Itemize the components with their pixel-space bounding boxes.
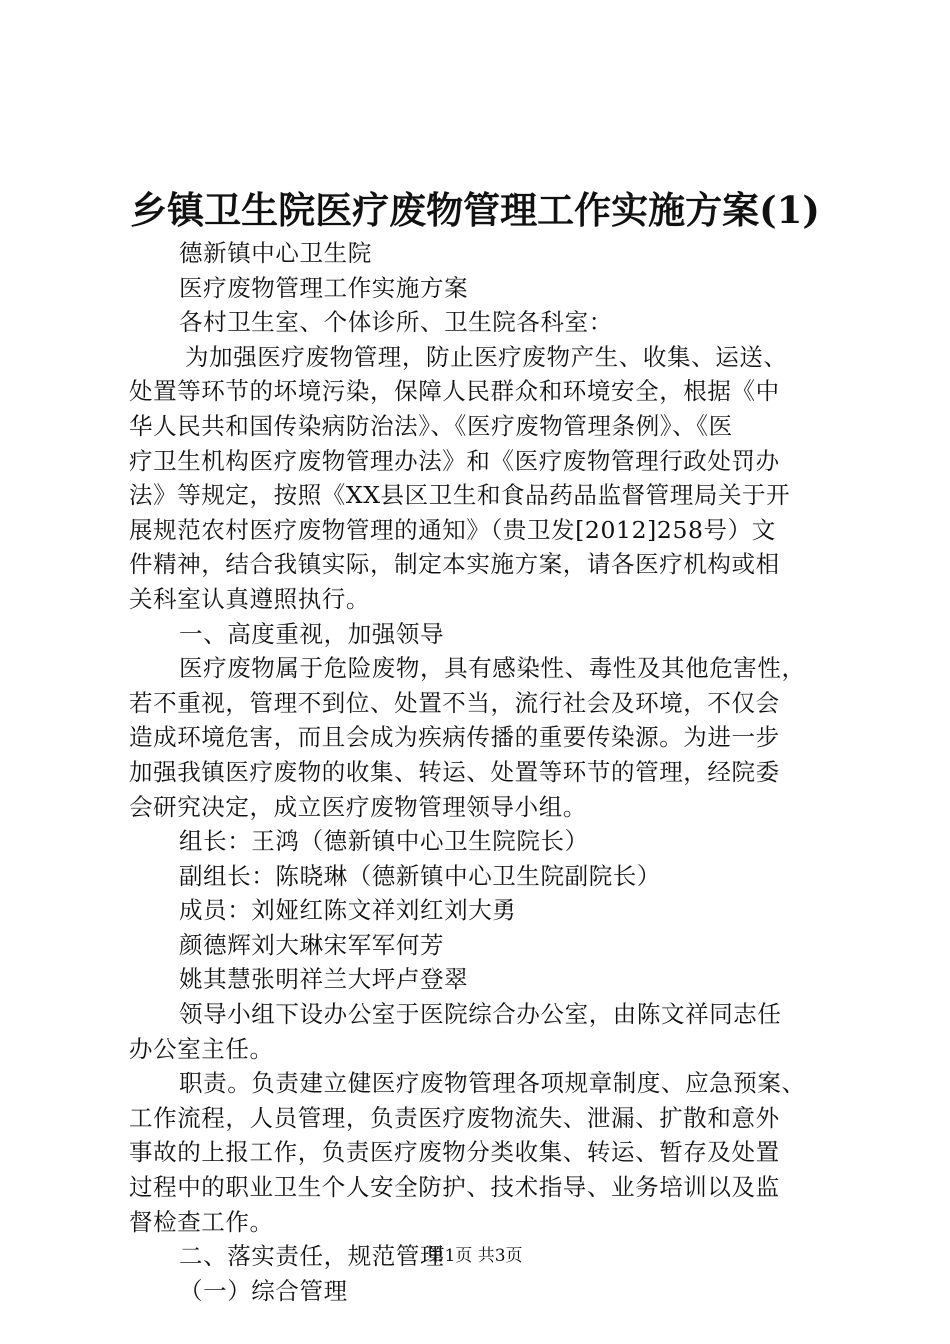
paragraph-line: 件精神，结合我镇实际，制定本实施方案，请各医疗机构或相 <box>129 550 780 579</box>
document-body <box>129 236 829 1308</box>
paragraph-line: 会研究决定，成立医疗废物管理领导小组。 <box>129 792 587 821</box>
paragraph-line: 事故的上报工作，负责医疗废物分类收集、转运、暂存及处置 <box>129 1138 780 1167</box>
paragraph-line: 德新镇中心卫生院 <box>179 239 372 267</box>
paragraph-line: 成员：刘娅红陈文祥刘红刘大勇 <box>179 896 517 925</box>
paragraph-line: 加强我镇医疗废物的收集、转运、处置等环节的管理，经院委 <box>129 757 780 786</box>
paragraph-line: 展规范农村医疗废物管理的通知》（贵卫发[2012]258号）文 <box>129 515 776 544</box>
paragraph-line: 工作流程，人员管理，负责医疗废物流失、泄漏、扩散和意外 <box>129 1103 780 1132</box>
page-footer: 第1页 共3页 <box>427 1246 523 1266</box>
paragraph-line: 若不重视，管理不到位、处置不当，流行社会及环境，不仅会 <box>129 688 780 717</box>
paragraph-line: 一、高度重视，加强领导 <box>179 619 445 648</box>
paragraph-line: 姚其慧张明祥兰大坪卢登翠 <box>179 965 469 994</box>
paragraph-line: 法》等规定，按照《XX县区卫生和食品药品监督管理局关于开 <box>129 481 791 510</box>
paragraph-line: 颜德辉刘大琳宋军军何芳 <box>179 930 445 959</box>
paragraph-line: 职责。负责建立健医疗废物管理各项规章制度、应急预案、 <box>179 1069 806 1098</box>
paragraph-line: 关科室认真遵照执行。 <box>129 584 370 613</box>
paragraph-line: 医疗废物管理工作实施方案 <box>179 273 469 302</box>
paragraph-line: 二、落实责任，规范管理 <box>179 1242 445 1271</box>
paragraph-line: 办公室主任。 <box>129 1034 274 1063</box>
paragraph-line: 华人民共和国传染病防治法》、《医疗废物管理条例》、《医 <box>129 411 733 440</box>
paragraph-line: 督检查工作。 <box>129 1207 274 1236</box>
paragraph-line: （一）综合管理 <box>179 1276 348 1305</box>
paragraph-line: 过程中的职业卫生个人安全防护、技术指导、业务培训以及监 <box>129 1173 780 1202</box>
paragraph-line: 医疗废物属于危险废物，具有感染性、毒性及其他危害性， <box>179 654 806 683</box>
paragraph-line: 各村卫生室、个体诊所、卫生院各科室： <box>179 308 613 337</box>
paragraph-line: 组长：王鸿（德新镇中心卫生院院长） <box>179 827 589 856</box>
paragraph-line: 为加强医疗废物管理，防止医疗废物产生、收集、运送、 <box>185 342 788 371</box>
paragraph-line: 疗卫生机构医疗废物管理办法》和《医疗废物管理行政处罚办 <box>129 446 780 475</box>
paragraph-line: 副组长：陈晓琳（德新镇中心卫生院副院长） <box>179 861 661 890</box>
paragraph-line: 造成环境危害，而且会成为疾病传播的重要传染源。为进一步 <box>129 723 780 752</box>
paragraph-line: 处置等环节的坏境污染，保障人民群众和环境安全，根据《中 <box>129 377 780 406</box>
document-title: 乡镇卫生院医疗废物管理工作实施方案(1) <box>130 188 820 232</box>
paragraph-line: 领导小组下设办公室于医院综合办公室，由陈文祥同志任 <box>179 1000 782 1029</box>
